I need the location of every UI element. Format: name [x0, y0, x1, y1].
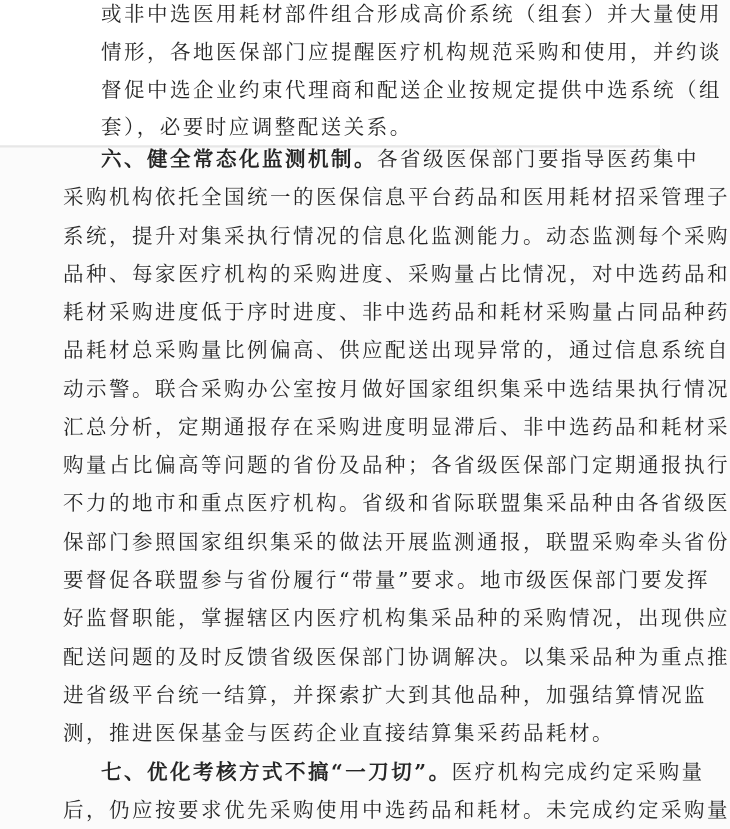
- text-line: [63, 568, 710, 592]
- text-line: [63, 683, 707, 707]
- line-text: 购量占比偏高等问题的省份及品种；各省级医保部门定期通报执行: [63, 453, 730, 477]
- line-text: 采购机构依托全国统一的医保信息平台药品和医用耗材招采管理子: [63, 185, 730, 209]
- text-line: [63, 453, 730, 477]
- line-text: 各省级医保部门要指导医药集中: [377, 147, 699, 171]
- section-heading: 六、健全常态化监测机制。: [101, 147, 377, 171]
- line-text: 耗材采购进度低于序时进度、非中选药品和耗材采购量占同品种药: [63, 300, 730, 324]
- text-line: [63, 606, 730, 630]
- line-text: 系统，提升对集采执行情况的信息化监测能力。动态监测每个采购: [63, 224, 730, 248]
- line-text: 情形，各地医保部门应提醒医疗机构规范采购和使用，并约谈: [101, 40, 722, 64]
- line-text: 进省级平台统一结算，并探索扩大到其他品种，加强结算情况监: [63, 683, 707, 707]
- text-line: [101, 115, 413, 139]
- line-text: 配送问题的及时反馈省级医保部门协调解决。以集采品种为重点推: [63, 645, 730, 669]
- line-text: 不力的地市和重点医疗机构。省级和省际联盟集采品种由各省级医: [63, 491, 730, 515]
- text-line: [101, 2, 722, 26]
- text-line: [101, 78, 722, 102]
- text-line: [63, 262, 730, 286]
- section-heading-line: [101, 147, 699, 171]
- text-line: [63, 224, 730, 248]
- line-text: 好监督职能，掌握辖区内医疗机构集采品种的采购情况，出现供应: [63, 606, 730, 630]
- text-line: [63, 377, 730, 401]
- line-text: 品耗材总采购量比例偏高、供应配送出现异常的，通过信息系统自: [63, 338, 730, 362]
- text-line: [63, 645, 730, 669]
- line-text: 后，仍应按要求优先采购使用中选药品和耗材。未完成约定采购量: [63, 798, 730, 822]
- line-text: 医疗机构完成约定采购量: [451, 760, 705, 784]
- text-line: [63, 530, 730, 554]
- line-text: 动示警。联合采购办公室按月做好国家组织集采中选结果执行情况: [63, 377, 730, 401]
- text-line: [63, 721, 615, 745]
- line-text: 保部门参照国家组织集采的做法开展监测通报，联盟采购牵头省份: [63, 530, 730, 554]
- line-text: 或非中选医用耗材部件组合形成高价系统（组套）并大量使用: [101, 2, 722, 26]
- text-line: [63, 798, 730, 822]
- text-line: [63, 300, 730, 324]
- text-line: [63, 338, 730, 362]
- section-heading-line: [101, 760, 705, 784]
- text-line: [63, 185, 730, 209]
- line-text: 品种、每家医疗机构的采购进度、采购量占比情况，对中选药品和: [63, 262, 730, 286]
- text-line: [63, 415, 730, 439]
- line-text: 测，推进医保基金与医药企业直接结算集采药品耗材。: [63, 721, 615, 745]
- line-text: 督促中选企业约束代理商和配送企业按规定提供中选系统（组: [101, 78, 722, 102]
- text-line: [63, 491, 730, 515]
- line-text: 汇总分析，定期通报存在采购进度明显滞后、非中选药品和耗材采: [63, 415, 730, 439]
- line-text: 套），必要时应调整配送关系。: [101, 115, 413, 139]
- line-text: 要督促各联盟参与省份履行“带量”要求。地市级医保部门要发挥: [63, 568, 710, 592]
- section-heading: 七、优化考核方式不搞“一刀切”。: [101, 760, 452, 784]
- text-line: [101, 40, 722, 64]
